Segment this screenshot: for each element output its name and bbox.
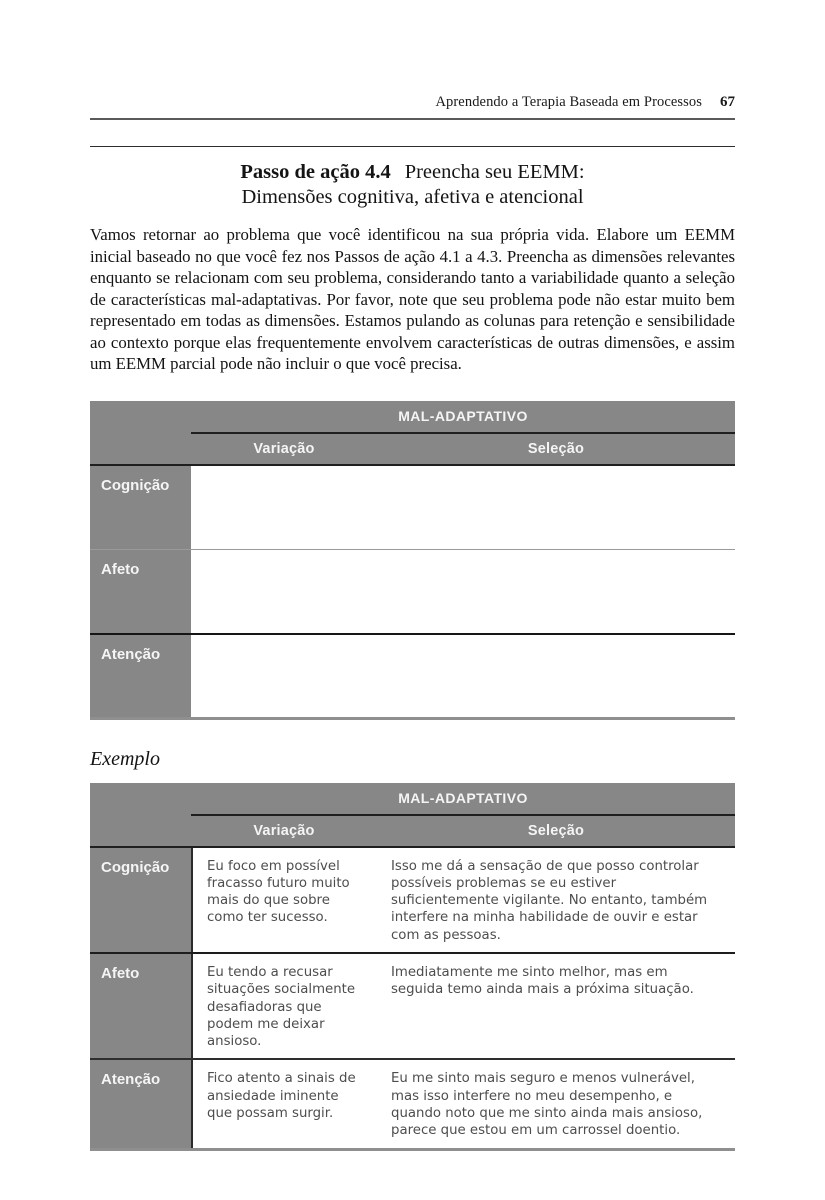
blank-cell-afeto-variacao xyxy=(191,550,377,633)
running-header xyxy=(90,94,735,120)
page-number: 67 xyxy=(720,94,735,110)
eemm-blank-row-afeto xyxy=(90,550,735,635)
blank-cell-afeto-selecao xyxy=(377,550,735,633)
section-divider-rule xyxy=(90,146,735,147)
example-afeto-selecao-text: Imediatamente me sinto melhor, mas em seguida temo ainda mais a próxima situação. xyxy=(377,954,735,1058)
page-content xyxy=(90,0,735,1151)
eemm-example-col-selecao: Seleção xyxy=(527,822,585,839)
eemm-example-table xyxy=(90,783,735,1151)
example-row-label-cognicao: Cognição xyxy=(90,848,191,952)
eemm-example-header-band xyxy=(90,783,735,816)
eemm-blank-subheader-corner xyxy=(90,434,191,464)
example-cognicao-selecao-text: Isso me dá a sensação de que posso controlar possíveis problemas se eu estiver suficientemente vigilante. No entanto, também interfere na minha habilidade de ouvir e estar com as pessoas. xyxy=(377,848,735,952)
eemm-blank-table xyxy=(90,401,735,720)
action-step-title-line1 xyxy=(90,160,735,185)
action-step-subtitle: Preencha seu EEMM: xyxy=(404,161,585,183)
example-cognicao-variacao-text: Eu foco em possível fracasso futuro muito mais do que sobre como ter sucesso. xyxy=(191,848,377,952)
eemm-blank-header-band xyxy=(90,401,735,434)
row-label-atencao: Atenção xyxy=(90,635,191,717)
row-label-afeto: Afeto xyxy=(90,550,191,633)
example-row-label-atencao: Atenção xyxy=(90,1060,191,1147)
eemm-blank-col-variacao: Variação xyxy=(253,440,315,457)
example-atencao-variacao-text: Fico atento a sinais de ansiedade iminente que possam surgir. xyxy=(191,1060,377,1147)
eemm-blank-maladaptive-header: MAL-ADAPTATIVO xyxy=(191,401,735,434)
eemm-blank-col-selecao: Seleção xyxy=(527,440,585,457)
eemm-example-row-atencao xyxy=(90,1060,735,1150)
blank-cell-cognicao-selecao xyxy=(377,466,735,549)
eemm-blank-corner-cell xyxy=(90,401,191,434)
eemm-blank-row-cognicao xyxy=(90,466,735,550)
example-heading: Exemplo xyxy=(90,747,160,770)
eemm-example-col-variacao: Variação xyxy=(253,822,315,839)
row-label-cognicao: Cognição xyxy=(90,466,191,549)
eemm-example-subheader-corner xyxy=(90,816,191,846)
eemm-example-row-afeto xyxy=(90,954,735,1060)
intro-paragraph: Vamos retornar ao problema que você identificou na sua própria vida. Elabore um EEMM inicial baseado no que você fez nos Passos de ação 4.1 a 4.3. Preencha as dimensões relevantes enquanto se relacionam com seu problema, considerando tanto a variabilidade quanto a seleção de características mal-adaptativas. Por favor, note que seu problema pode não estar muito bem representado em todas as dimensões. Estamos pulando as colunas para retenção e sensibilidade ao contexto porque elas frequentemente envolvem características de outras dimensões, e assim um EEMM parcial pode não incluir o que você precisa. xyxy=(90,225,735,373)
eemm-example-subheader-band xyxy=(90,816,735,848)
action-step-title-line2: Dimensões cognitiva, afetiva e atencional xyxy=(241,185,584,208)
action-step-label: Passo de ação 4.4 xyxy=(240,161,391,183)
blank-cell-cognicao-variacao xyxy=(191,466,377,549)
example-row-label-afeto: Afeto xyxy=(90,954,191,1058)
eemm-example-maladaptive-header: MAL-ADAPTATIVO xyxy=(191,783,735,816)
eemm-blank-subheader-band xyxy=(90,434,735,466)
example-afeto-variacao-text: Eu tendo a recusar situações socialmente desafiadoras que podem me deixar ansioso. xyxy=(191,954,377,1058)
blank-cell-atencao-variacao xyxy=(191,635,377,717)
eemm-example-row-cognicao xyxy=(90,848,735,954)
eemm-example-corner-cell xyxy=(90,783,191,816)
blank-cell-atencao-selecao xyxy=(377,635,735,717)
example-atencao-selecao-text: Eu me sinto mais seguro e menos vulnerável, mas isso interfere no meu desempenho, e quando noto que me sinto ainda mais ansioso, parece que estou em um carrossel doentio. xyxy=(377,1060,735,1147)
action-step-title xyxy=(90,160,735,209)
running-header-title: Aprendendo a Terapia Baseada em Processos xyxy=(435,94,702,110)
eemm-blank-row-atencao xyxy=(90,635,735,720)
